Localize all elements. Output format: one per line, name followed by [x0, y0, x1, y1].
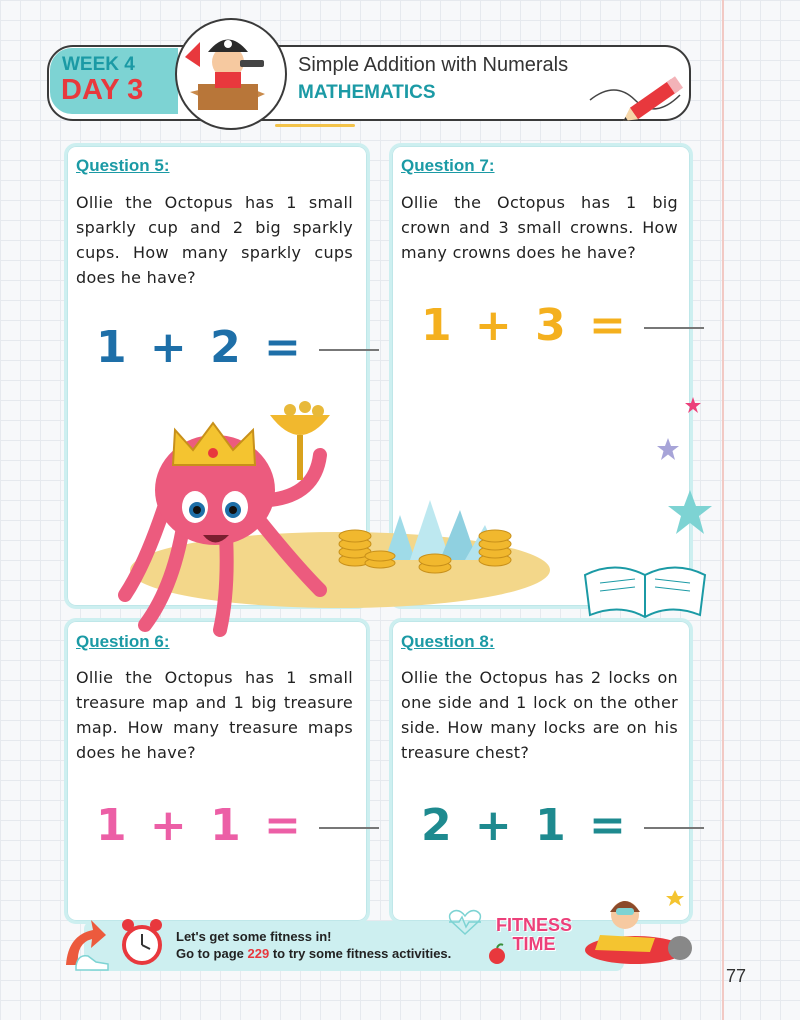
fitness-intro-text: Let's get some fitness in!	[176, 929, 332, 944]
heartbeat-icon	[445, 908, 485, 938]
fitness-instruction	[176, 946, 451, 961]
header-subtitle: Simple Addition with Numerals	[298, 54, 569, 76]
answer-blank[interactable]	[319, 349, 379, 351]
question-6-text: Ollie the Octopus has 1 small treasure map and 1 big treasure map. How many treasure maps does he have?	[76, 668, 353, 762]
question-7-equation	[421, 300, 704, 351]
pirate-boy-icon	[180, 22, 280, 122]
page-number: 77	[726, 966, 747, 986]
week-label: WEEK 4	[62, 54, 135, 75]
equation-expression: 2 + 1 =	[421, 800, 630, 851]
answer-blank[interactable]	[644, 827, 704, 829]
question-8-title: Question 8:	[401, 632, 495, 651]
crown-icon	[173, 423, 255, 465]
fitness-instruction-start: Go to page	[176, 946, 248, 961]
header-accent-line	[275, 124, 355, 127]
question-8-equation	[421, 800, 704, 851]
star-icon	[668, 490, 712, 534]
question-5-title: Question 5:	[76, 156, 170, 175]
question-5-text: Ollie the Octopus has 1 small sparkly cup and 2 big sparkly cups. How many sparkly cups does he have?	[76, 193, 353, 287]
airplane-kid-icon	[580, 880, 700, 975]
fitness-badge-line2: TIME	[512, 934, 556, 954]
header-subject: MATHEMATICS	[298, 82, 436, 103]
question-8-text: Ollie the Octopus has 2 locks on one side and 1 lock on the other side. How many locks are on his treasure chest?	[401, 668, 678, 762]
star-icon	[657, 438, 679, 460]
answer-blank[interactable]	[319, 827, 379, 829]
page-margin-line	[722, 0, 724, 1020]
pencil-icon	[585, 70, 695, 130]
question-5-equation	[96, 322, 379, 373]
question-7-text: Ollie the Octopus has 1 big crown and 3 small crowns. How many crowns does he have?	[401, 193, 678, 262]
fitness-instruction-end: to try some fitness activities.	[269, 946, 452, 961]
question-6-equation	[96, 800, 379, 851]
equation-expression: 1 + 2 =	[96, 322, 305, 373]
question-6-title: Question 6:	[76, 632, 170, 651]
alarm-clock-icon	[118, 916, 166, 968]
equation-expression: 1 + 1 =	[96, 800, 305, 851]
question-7-title: Question 7:	[401, 156, 495, 175]
fitness-badge-line1: FITNESS	[495, 915, 572, 935]
star-icon	[685, 397, 701, 413]
octopus-treasure-illustration	[105, 395, 565, 645]
day-label: DAY 3	[61, 74, 144, 106]
answer-blank[interactable]	[644, 327, 704, 329]
question-card-8	[389, 618, 693, 924]
apple-icon	[487, 943, 507, 965]
question-card-6	[64, 618, 370, 924]
fitness-page-link[interactable]: 229	[247, 946, 270, 961]
equation-expression: 1 + 3 =	[421, 300, 630, 351]
book-icon	[575, 545, 715, 630]
sneaker-icon	[74, 948, 110, 972]
